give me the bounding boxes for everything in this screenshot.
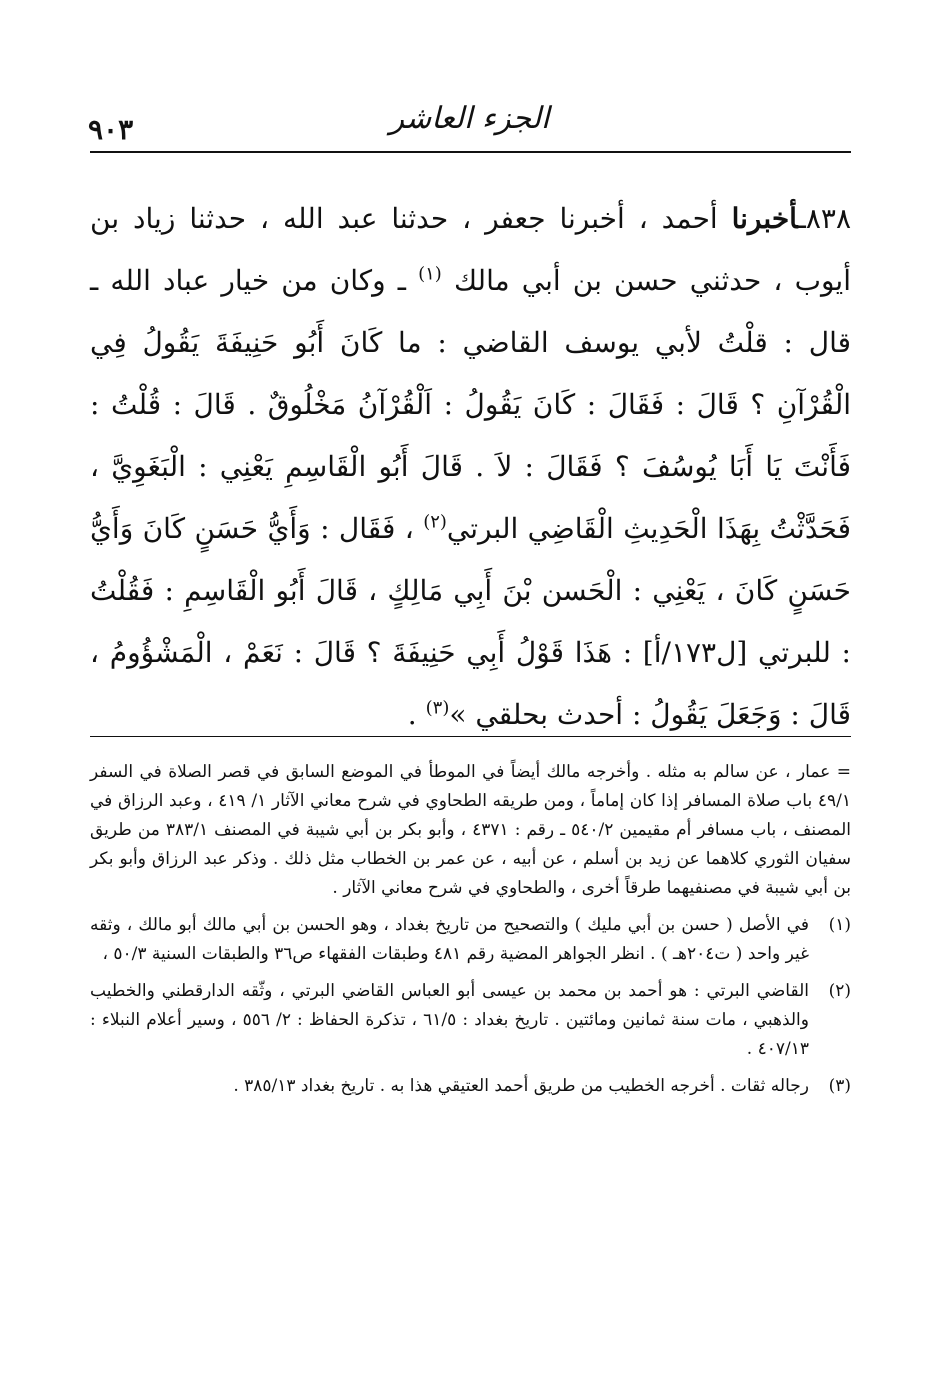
footnotes <box>90 758 851 1101</box>
hadith-text-part-1: أحمد ، أخبرنا جعفر ، حدثنا عبد الله ، حدثنا زياد بن أيوب ، حدثني حسن بن أبي مالك <box>90 202 851 297</box>
hadith-number: ٨٣٨ـ <box>797 202 851 235</box>
footnote-ref-3: (٣) <box>425 697 450 719</box>
footnote-text: في الأصل ( حسن بن أبي مليك ) والتصحيح من تاريخ بغداد ، وهو الحسن بن أبي مالك أبو مالك ، وثقه غير واحد ( ت٢٠٤هـ ) . انظر الجواهر المضية رقم ٤٨١ وطبقات الفقهاء ص٣٦ والطبقات السنية ٥٠/٣ ، <box>90 915 809 964</box>
footnote-ref-1: (١) <box>418 263 442 285</box>
hadith-text <box>90 188 851 746</box>
footnote-text: رجاله ثقات . أخرجه الخطيب من طريق أحمد العتيقي هذا به . تاريخ بغداد ٣٨٥/١٣ . <box>233 1076 809 1096</box>
footnote-divider <box>90 736 851 737</box>
footnote-item <box>90 911 851 969</box>
footnote-text: القاضي البرتي : هو أحمد بن محمد بن عيسى أبو العباس القاضي البرتي ، وثّقه الدارقطني والخطيب والذهبي ، مات سنة ثمانين ومائتين . تاريخ بغداد : ٦١/٥ ، تذكرة الحفاظ : ٢/ ٥٥٦ ، وسير أعلام النبلاء : ٤٠٧/١٣ . <box>90 981 809 1059</box>
footnote-item <box>90 977 851 1064</box>
hadith-text-part-2: ـ وكان من خيار عباد الله ـ قال : قلْتُ لأبي يوسف القاضي : ما كَانَ أَبُو حَنِيفَةَ يَقُولُ فِي الْقُرْآنِ ؟ قَالَ : فَقَالَ : كَانَ يَقُولُ : اَلْقُرْآنُ مَخْلُوقٌ . قَالَ : قُلْتُ : فَأَنْتَ يَا أَبَا يُوسُفَ ؟ فَقَالَ : لاَ . قَالَ أَبُو الْقَاسِمِ يَعْنِي : الْبَغَوِيَّ ، فَحَدَّثْتُ بِهَذَا الْحَدِيثِ الْقَاضِي البرتي <box>90 264 851 545</box>
footnote-marker: (١) <box>828 915 851 935</box>
hadith-lead-word: أخبرنا <box>731 202 798 235</box>
header-divider <box>90 151 851 153</box>
part-title: الجزء العاشر <box>389 101 550 136</box>
footnote-marker: (٢) <box>828 981 851 1001</box>
page-header <box>88 95 851 155</box>
footnote-marker: (٣) <box>828 1076 851 1096</box>
hadith-text-part-4: . <box>407 698 426 731</box>
page-number: ٩٠٣ <box>88 113 134 146</box>
footnote-item <box>90 1072 851 1101</box>
footnote-ref-2: (٢) <box>423 511 447 533</box>
hadith-text-part-3: ، فَقَال : وَأَيُّ حَسَنٍ كَانَ وَأَيُّ حَسَنٍ كَانَ ، يَعْنِي : الْحَسن بْنَ أَبِي مَالِكٍ ، قَالَ أَبُو الْقَاسِمِ : فَقُلْتُ : للبرتي [ل١٧٣/أ] : هَذَا قَوْلُ أَبِي حَنِيفَةَ ؟ قَالَ : نَعَمْ ، الْمَشْؤُومُ ، قَالَ : وَجَعَلَ يَقُولُ : أحدث بحلقي » <box>90 512 851 731</box>
footnote-continuation: = عمار ، عن سالم به مثله . وأخرجه مالك أيضاً في الموطأ في الموضع السابق في قصر الصلاة في السفر ٤٩/١ باب صلاة المسافر إذا كان إماماً ، ومن طريقه الطحاوي في شرح معاني الآثار ١/ ٤١٩ ، وعبد الرزاق في المصنف ، باب مسافر أم مقيمين ٥٤٠/٢ ـ رقم : ٤٣٧١ ، وأبو بكر بن أبي شيبة في المصنف ٣٨٣/١ من طريق سفيان الثوري كلاهما عن زيد بن أسلم ، عن أبيه ، عن عمر بن الخطاب مثل ذلك . وذكر عبد الرزاق وأبو بكر بن أبي شيبة في مصنفيهما طرقاً أخرى ، والطحاوي في شرح معاني الآثار . <box>90 762 852 898</box>
